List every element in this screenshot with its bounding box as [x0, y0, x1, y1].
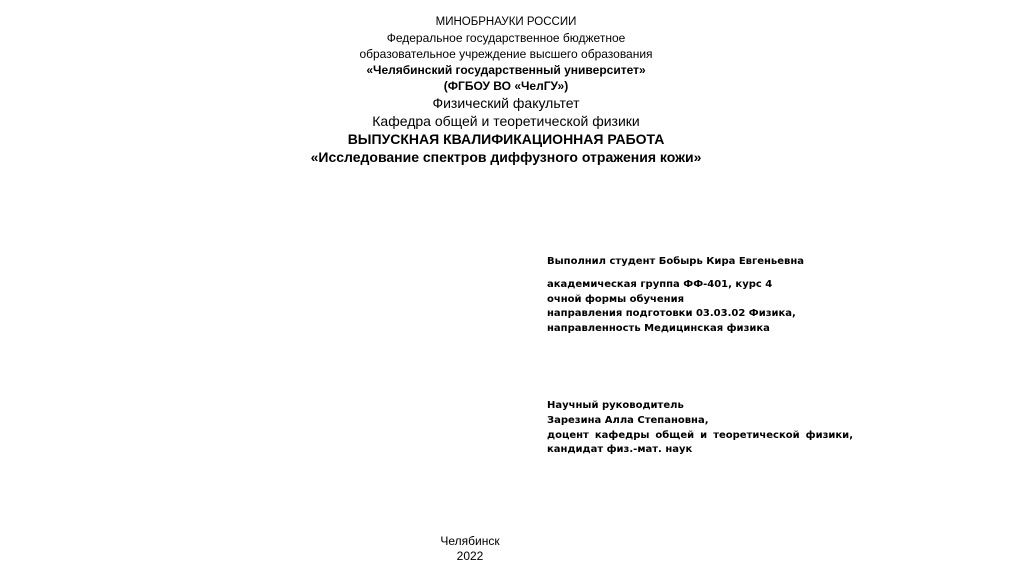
ministry-name: МИНОБРНАУКИ РОССИИ [435, 16, 577, 28]
university-abbreviation: (ФГБОУ ВО «ЧелГУ») [443, 79, 569, 93]
advisor-info-block [547, 399, 853, 458]
title-page-header [0, 14, 1012, 166]
institution-type-line-2: образовательное учреждение высшего образования [359, 47, 653, 61]
footer-city: Челябинск [440, 534, 500, 548]
advisor-label: Научный руководитель [547, 400, 684, 411]
work-type: ВЫПУСКНАЯ КВАЛИФИКАЦИОННАЯ РАБОТА [347, 131, 665, 147]
author-direction: направления подготовки 03.03.02 Физика, [547, 308, 796, 320]
author-group: академическая группа ФФ-401, курс 4 [547, 278, 773, 290]
advisor-degree: кандидат физ.-мат. наук [547, 444, 693, 456]
footer-year: 2022 [456, 549, 484, 563]
author-info-block [547, 255, 853, 337]
thesis-topic: «Исследование спектров диффузного отражения кожи» [310, 149, 702, 165]
faculty-name: Физический факультет [432, 95, 580, 111]
advisor-position: доцент кафедры общей и теоретической физики, [547, 429, 853, 441]
department-name: Кафедра общей и теоретической физики [372, 113, 640, 129]
author-study-form: очной формы обучения [547, 293, 685, 305]
title-page-footer [400, 534, 540, 564]
university-name: «Челябинский государственный университет» [366, 63, 646, 77]
advisor-name: Зарезина Алла Степановна, [547, 414, 709, 426]
author-student: Выполнил студент Бобырь Кира Евгеньевна [547, 256, 804, 267]
author-profile: направленность Медицинская физика [547, 323, 770, 335]
institution-type-line-1: Федеральное государственное бюджетное [386, 31, 626, 45]
